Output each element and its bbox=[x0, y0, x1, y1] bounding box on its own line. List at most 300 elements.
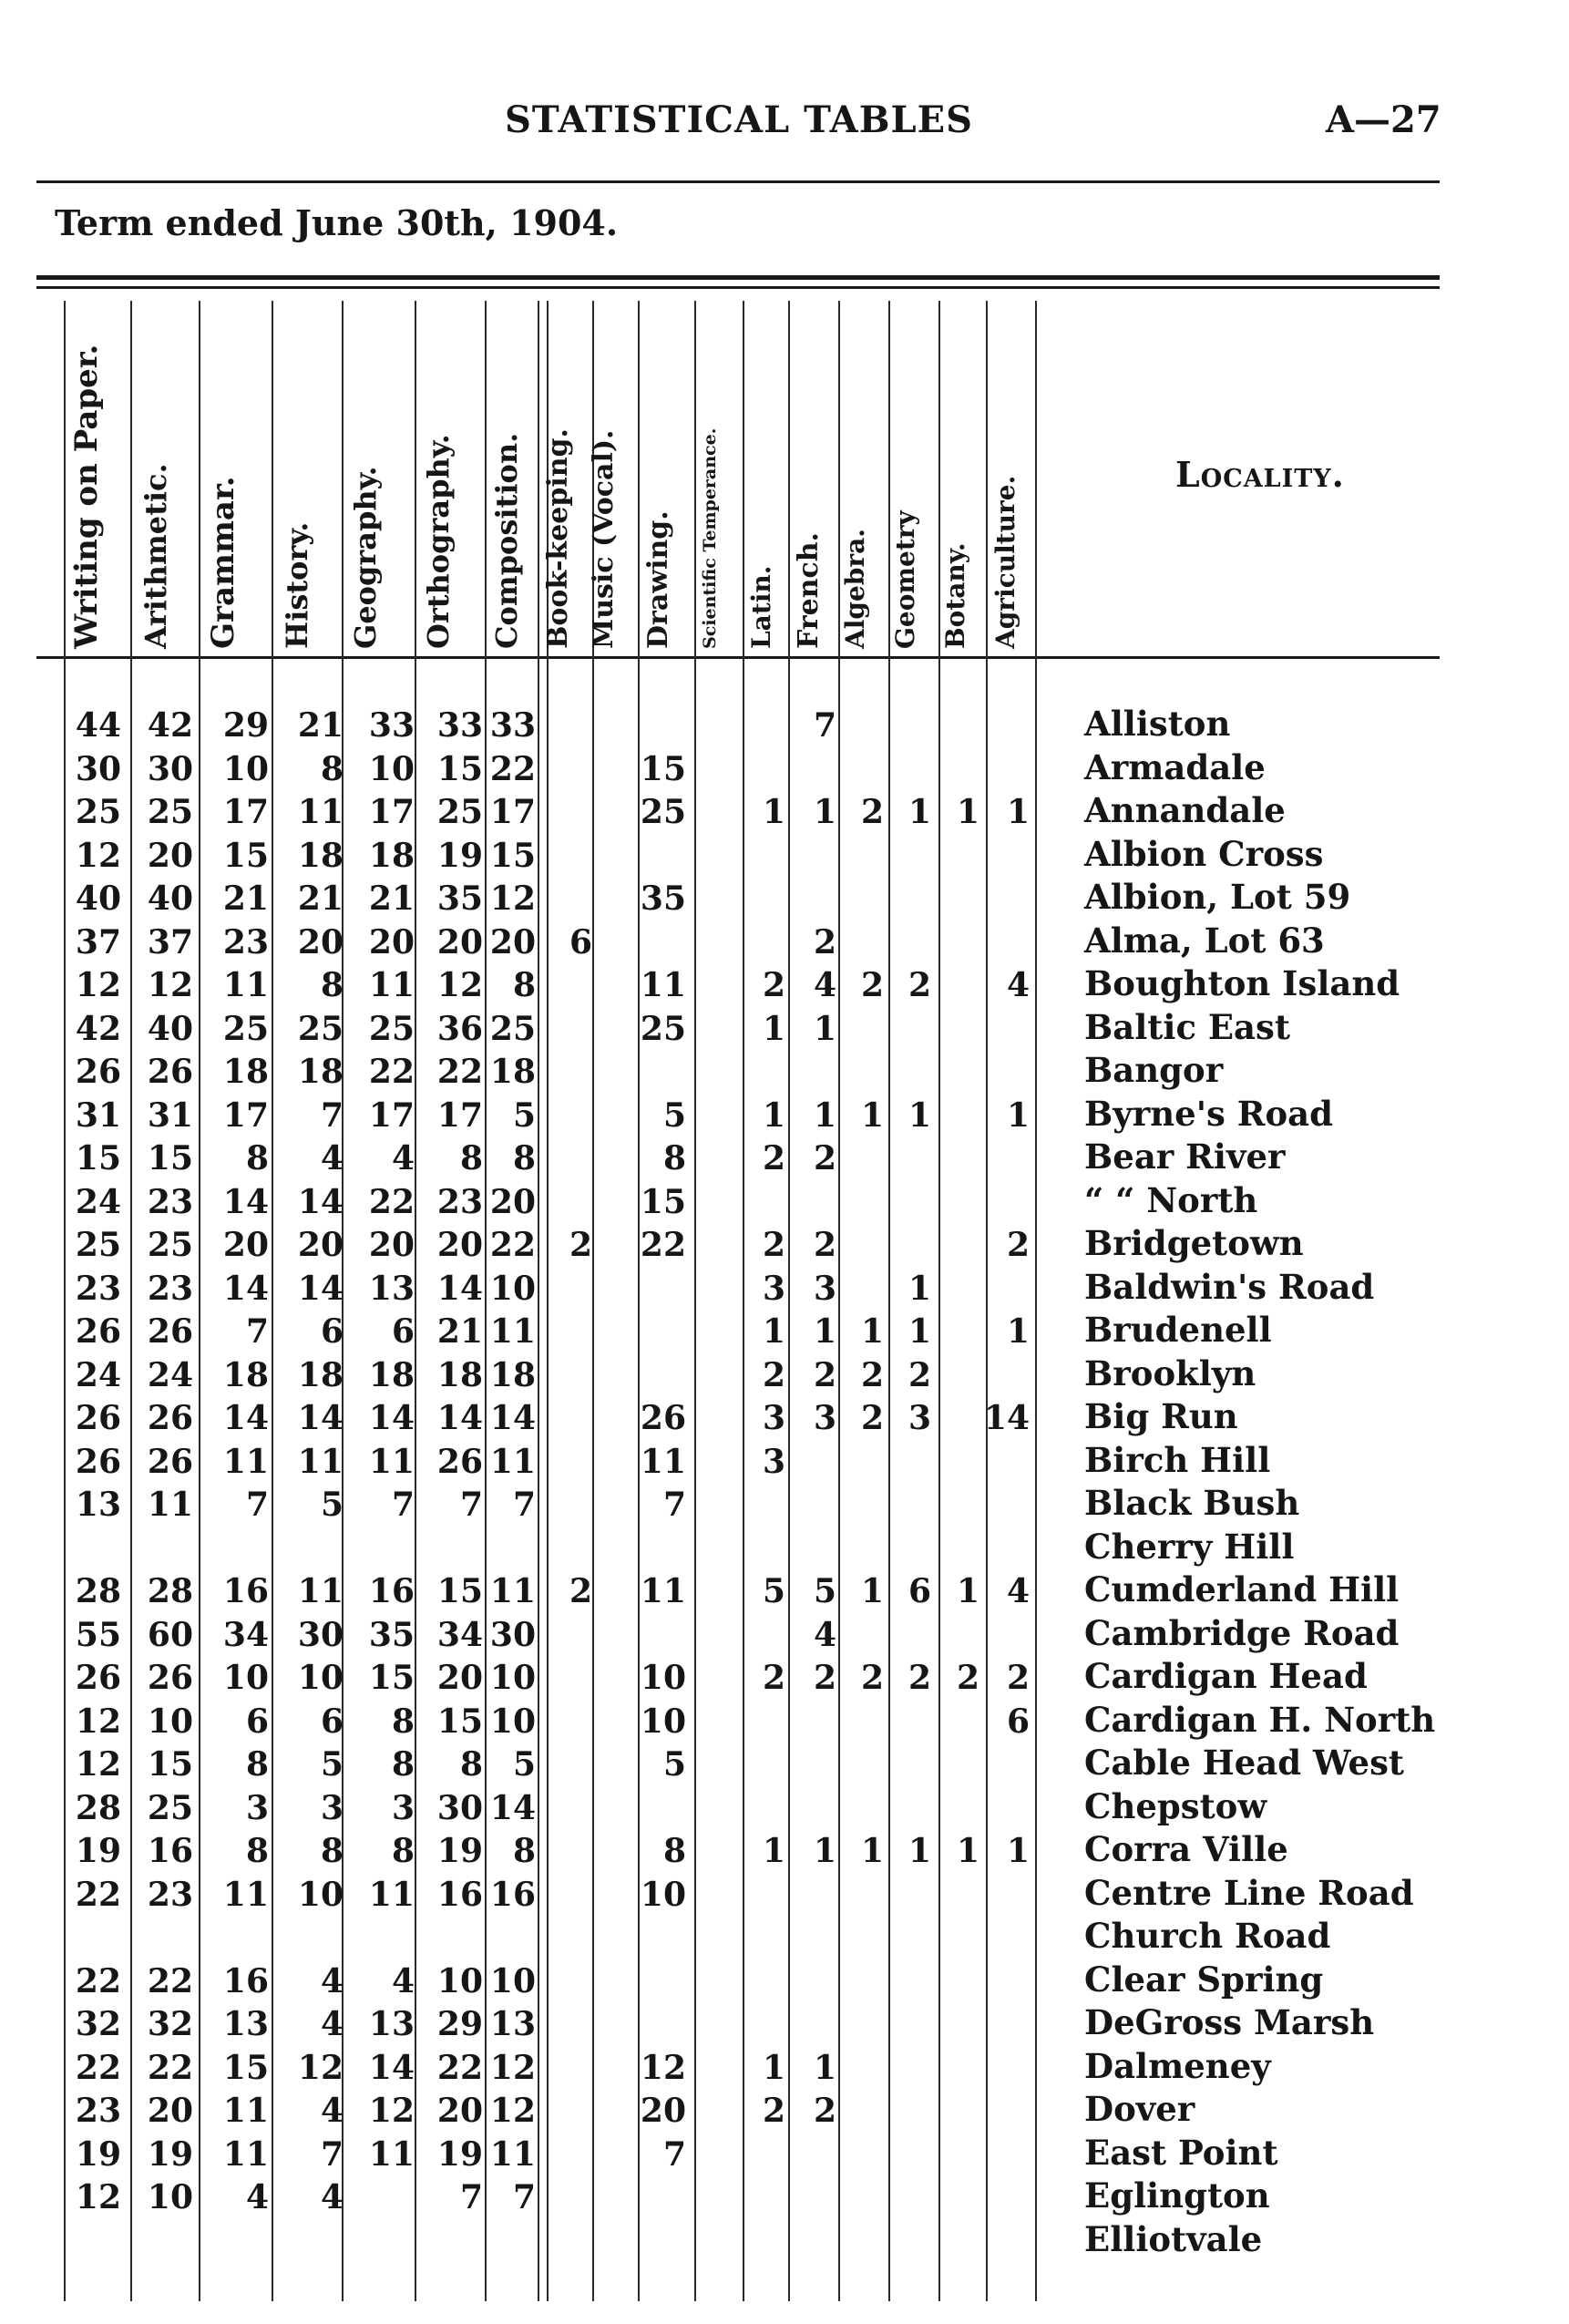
table-cell: 20 bbox=[222, 1226, 269, 1264]
table-cell: 20 bbox=[640, 2092, 686, 2130]
table-cell: 6 bbox=[1006, 1702, 1030, 1741]
table-cell: 10 bbox=[489, 1961, 536, 2000]
locality-name: Alliston bbox=[1084, 704, 1231, 744]
table-cell: 1 bbox=[813, 2048, 836, 2087]
table-cell: 4 bbox=[391, 1961, 415, 2000]
table-cell: 26 bbox=[147, 1399, 193, 1437]
table-cell: 8 bbox=[391, 1832, 415, 1870]
column-divider bbox=[415, 301, 416, 2301]
table-cell: 10 bbox=[489, 1702, 536, 1741]
table-cell: 11 bbox=[368, 1442, 415, 1481]
locality-name: Cardigan H. North bbox=[1084, 1699, 1436, 1740]
locality-name: Byrne's Road bbox=[1084, 1093, 1334, 1134]
table-cell: 2 bbox=[860, 793, 884, 831]
table-cell: 18 bbox=[297, 836, 344, 875]
table-cell: 2 bbox=[569, 1226, 592, 1264]
table-cell: 14 bbox=[297, 1182, 344, 1221]
column-divider bbox=[538, 301, 539, 2301]
table-cell: 20 bbox=[147, 836, 193, 875]
locality-name: Bangor bbox=[1084, 1050, 1224, 1090]
table-cell: 1 bbox=[908, 1832, 931, 1870]
table-cell: 18 bbox=[436, 1355, 483, 1394]
table-cell: 20 bbox=[436, 1226, 483, 1264]
table-cell: 1 bbox=[860, 1832, 884, 1870]
table-cell: 14 bbox=[297, 1399, 344, 1437]
table-cell: 22 bbox=[75, 2048, 121, 2087]
table-cell: 8 bbox=[320, 966, 344, 1004]
table-cell: 18 bbox=[297, 1355, 344, 1394]
column-header: French. bbox=[793, 532, 825, 649]
table-cell: 20 bbox=[489, 1182, 536, 1221]
table-cell: 26 bbox=[75, 1442, 121, 1481]
table-cell: 2 bbox=[813, 1355, 836, 1394]
locality-name: Church Road bbox=[1084, 1916, 1331, 1956]
table-cell: 20 bbox=[368, 1226, 415, 1264]
table-cell: 11 bbox=[297, 1572, 344, 1610]
table-cell: 13 bbox=[368, 2005, 415, 2043]
table-cell: 34 bbox=[222, 1615, 269, 1654]
column-header: Algebra. bbox=[840, 529, 870, 649]
table-cell: 20 bbox=[436, 2092, 483, 2130]
table-cell: 3 bbox=[813, 1269, 836, 1308]
table-cell: 18 bbox=[222, 1053, 269, 1091]
table-cell: 11 bbox=[640, 966, 686, 1004]
locality-name: Baldwin's Road bbox=[1084, 1266, 1375, 1307]
table-cell: 25 bbox=[436, 793, 483, 831]
table-cell: 2 bbox=[813, 1139, 836, 1177]
table-cell: 22 bbox=[368, 1053, 415, 1091]
table-cell: 3 bbox=[762, 1269, 785, 1308]
table-cell: 2 bbox=[813, 1226, 836, 1264]
table-cell: 37 bbox=[75, 922, 121, 961]
table-cell: 12 bbox=[436, 966, 483, 1004]
table-cell: 4 bbox=[320, 1961, 344, 2000]
table-cell: 4 bbox=[1006, 1572, 1030, 1610]
table-cell: 4 bbox=[320, 2005, 344, 2043]
table-cell: 15 bbox=[222, 836, 269, 875]
locality-name: Clear Spring bbox=[1084, 1959, 1324, 2000]
table-cell: 14 bbox=[489, 1788, 536, 1827]
table-cell: 2 bbox=[762, 966, 785, 1004]
table-cell: 2 bbox=[908, 1659, 931, 1697]
table-cell: 3 bbox=[245, 1788, 269, 1827]
table-cell: 12 bbox=[297, 2048, 344, 2087]
table-cell: 22 bbox=[147, 1961, 193, 2000]
locality-name: Brudenell bbox=[1084, 1310, 1272, 1350]
double-rule-upper bbox=[36, 275, 1440, 280]
table-cell: 22 bbox=[436, 1053, 483, 1091]
table-cell: 8 bbox=[245, 1832, 269, 1870]
table-cell: 8 bbox=[245, 1139, 269, 1177]
table-cell: 7 bbox=[320, 1095, 344, 1135]
table-cell: 11 bbox=[222, 966, 269, 1004]
table-cell: 21 bbox=[222, 879, 269, 918]
column-divider bbox=[986, 301, 988, 2301]
table-cell: 25 bbox=[222, 1009, 269, 1048]
table-cell: 5 bbox=[762, 1572, 785, 1610]
page-title: STATISTICAL TABLES bbox=[505, 98, 973, 141]
table-cell: 23 bbox=[147, 1182, 193, 1221]
table-cell: 5 bbox=[662, 1745, 686, 1784]
table-cell: 25 bbox=[147, 1788, 193, 1827]
table-cell: 3 bbox=[320, 1788, 344, 1827]
table-cell: 2 bbox=[762, 1659, 785, 1697]
table-cell: 35 bbox=[640, 879, 686, 918]
table-cell: 23 bbox=[147, 1269, 193, 1308]
table-cell: 23 bbox=[75, 2092, 121, 2130]
table-cell: 31 bbox=[75, 1095, 121, 1135]
table-cell: 23 bbox=[75, 1269, 121, 1308]
column-header: Orthography. bbox=[421, 434, 456, 649]
table-cell: 12 bbox=[75, 2178, 121, 2216]
table-cell: 13 bbox=[489, 2005, 536, 2043]
locality-name: Cherry Hill bbox=[1084, 1526, 1295, 1567]
table-cell: 19 bbox=[147, 2134, 193, 2174]
table-cell: 12 bbox=[489, 2092, 536, 2130]
table-cell: 13 bbox=[368, 1269, 415, 1308]
table-cell: 17 bbox=[222, 793, 269, 831]
table-cell: 12 bbox=[75, 836, 121, 875]
table-cell: 32 bbox=[147, 2005, 193, 2043]
locality-name: Elliotvale bbox=[1084, 2218, 1263, 2259]
table-cell: 16 bbox=[222, 1961, 269, 2000]
table-cell: 1 bbox=[860, 1312, 884, 1351]
table-cell: 1 bbox=[860, 1572, 884, 1610]
table-cell: 6 bbox=[245, 1702, 269, 1741]
column-header: Botany. bbox=[940, 542, 970, 649]
table-cell: 10 bbox=[222, 749, 269, 788]
table-cell: 35 bbox=[436, 879, 483, 918]
table-cell: 26 bbox=[436, 1442, 483, 1481]
table-cell: 28 bbox=[75, 1572, 121, 1610]
table-cell: 16 bbox=[436, 1875, 483, 1914]
table-cell: 13 bbox=[75, 1486, 121, 1524]
table-cell: 29 bbox=[436, 2005, 483, 2043]
table-cell: 1 bbox=[762, 2048, 785, 2087]
table-cell: 11 bbox=[640, 1572, 686, 1610]
locality-name: Albion, Lot 59 bbox=[1084, 877, 1351, 917]
column-divider bbox=[199, 301, 200, 2301]
table-cell: 5 bbox=[512, 1095, 536, 1135]
table-cell: 3 bbox=[391, 1788, 415, 1827]
table-cell: 15 bbox=[75, 1139, 121, 1177]
table-cell: 20 bbox=[297, 1226, 344, 1264]
locality-name: Armadale bbox=[1084, 746, 1266, 787]
table-cell: 15 bbox=[147, 1139, 193, 1177]
table-cell: 4 bbox=[320, 2178, 344, 2216]
locality-name: Alma, Lot 63 bbox=[1084, 920, 1325, 961]
table-cell: 8 bbox=[391, 1702, 415, 1741]
table-cell: 17 bbox=[436, 1095, 483, 1135]
table-cell: 26 bbox=[147, 1442, 193, 1481]
table-cell: 1 bbox=[1006, 793, 1030, 831]
table-cell: 25 bbox=[368, 1009, 415, 1048]
column-header: Composition. bbox=[489, 432, 524, 649]
table-cell: 44 bbox=[75, 706, 121, 745]
table-cell: 11 bbox=[489, 2134, 536, 2174]
table-cell: 2 bbox=[762, 2092, 785, 2130]
table-cell: 29 bbox=[222, 706, 269, 745]
table-cell: 26 bbox=[147, 1312, 193, 1351]
table-cell: 25 bbox=[489, 1009, 536, 1048]
table-cell: 1 bbox=[813, 793, 836, 831]
table-cell: 21 bbox=[297, 879, 344, 918]
term-subtitle: Term ended June 30th, 1904. bbox=[55, 202, 619, 243]
table-cell: 37 bbox=[147, 922, 193, 961]
locality-name: Dover bbox=[1084, 2089, 1195, 2129]
table-cell: 8 bbox=[512, 966, 536, 1004]
table-cell: 2 bbox=[860, 1659, 884, 1697]
table-cell: 28 bbox=[147, 1572, 193, 1610]
table-cell: 1 bbox=[813, 1312, 836, 1351]
table-cell: 10 bbox=[368, 749, 415, 788]
table-cell: 2 bbox=[1006, 1226, 1030, 1264]
table-cell: 16 bbox=[368, 1572, 415, 1610]
table-cell: 42 bbox=[147, 706, 193, 745]
table-cell: 31 bbox=[147, 1095, 193, 1135]
locality-name: DeGross Marsh bbox=[1084, 2002, 1375, 2042]
table-cell: 19 bbox=[436, 1832, 483, 1870]
table-cell: 36 bbox=[436, 1009, 483, 1048]
table-cell: 35 bbox=[368, 1615, 415, 1654]
table-cell: 1 bbox=[956, 1832, 979, 1870]
column-divider bbox=[638, 301, 640, 2301]
table-cell: 11 bbox=[489, 1572, 536, 1610]
table-cell: 25 bbox=[147, 1226, 193, 1264]
table-cell: 1 bbox=[762, 793, 785, 831]
table-cell: 7 bbox=[512, 1486, 536, 1524]
table-cell: 15 bbox=[368, 1659, 415, 1697]
table-cell: 8 bbox=[512, 1139, 536, 1177]
table-cell: 11 bbox=[640, 1442, 686, 1481]
table-cell: 4 bbox=[813, 966, 836, 1004]
table-cell: 10 bbox=[297, 1659, 344, 1697]
locality-name: Centre Line Road bbox=[1084, 1872, 1414, 1913]
table-cell: 14 bbox=[368, 1399, 415, 1437]
table-cell: 10 bbox=[640, 1702, 686, 1741]
table-cell: 18 bbox=[489, 1355, 536, 1394]
table-cell: 12 bbox=[489, 2048, 536, 2087]
table-cell: 12 bbox=[368, 2092, 415, 2130]
column-divider bbox=[1035, 301, 1037, 2301]
table-cell: 42 bbox=[75, 1009, 121, 1048]
table-cell: 8 bbox=[459, 1745, 483, 1784]
table-cell: 14 bbox=[222, 1399, 269, 1437]
table-cell: 24 bbox=[75, 1182, 121, 1221]
table-cell: 12 bbox=[75, 1745, 121, 1784]
table-cell: 11 bbox=[297, 1442, 344, 1481]
column-header: Arithmetic. bbox=[138, 463, 173, 649]
table-cell: 16 bbox=[489, 1875, 536, 1914]
table-cell: 5 bbox=[512, 1745, 536, 1784]
table-cell: 15 bbox=[222, 2048, 269, 2087]
locality-name: “ “ North bbox=[1084, 1179, 1258, 1220]
table-cell: 30 bbox=[147, 749, 193, 788]
table-cell: 6 bbox=[320, 1702, 344, 1741]
table-cell: 25 bbox=[75, 793, 121, 831]
column-header: Scientific Temperance. bbox=[700, 427, 720, 649]
locality-name: Corra Ville bbox=[1084, 1829, 1288, 1869]
table-cell: 3 bbox=[908, 1399, 931, 1437]
column-divider bbox=[694, 301, 696, 2301]
table-cell: 19 bbox=[436, 2134, 483, 2174]
table-cell: 33 bbox=[489, 706, 536, 745]
table-cell: 11 bbox=[222, 1875, 269, 1914]
table-cell: 26 bbox=[640, 1399, 686, 1437]
column-divider bbox=[272, 301, 273, 2301]
table-cell: 12 bbox=[75, 1702, 121, 1741]
table-cell: 2 bbox=[1006, 1659, 1030, 1697]
table-cell: 7 bbox=[245, 1486, 269, 1524]
table-cell: 26 bbox=[75, 1312, 121, 1351]
table-cell: 15 bbox=[436, 749, 483, 788]
double-rule-lower bbox=[36, 286, 1440, 289]
table-cell: 34 bbox=[436, 1615, 483, 1654]
table-cell: 22 bbox=[75, 1961, 121, 2000]
table-cell: 24 bbox=[147, 1355, 193, 1394]
table-cell: 18 bbox=[489, 1053, 536, 1091]
table-cell: 10 bbox=[222, 1659, 269, 1697]
locality-name: East Point bbox=[1084, 2132, 1278, 2173]
table-cell: 7 bbox=[245, 1312, 269, 1351]
table-cell: 1 bbox=[813, 1832, 836, 1870]
table-cell: 1 bbox=[908, 1269, 931, 1308]
table-cell: 7 bbox=[813, 706, 836, 745]
table-cell: 15 bbox=[436, 1572, 483, 1610]
table-cell: 1 bbox=[908, 793, 931, 831]
table-cell: 11 bbox=[222, 2092, 269, 2130]
table-cell: 17 bbox=[222, 1095, 269, 1135]
table-cell: 2 bbox=[813, 922, 836, 961]
table-cell: 18 bbox=[368, 836, 415, 875]
table-cell: 5 bbox=[320, 1486, 344, 1524]
table-cell: 10 bbox=[297, 1875, 344, 1914]
table-cell: 13 bbox=[222, 2005, 269, 2043]
table-cell: 25 bbox=[640, 1009, 686, 1048]
table-cell: 30 bbox=[489, 1615, 536, 1654]
locality-name: Cardigan Head bbox=[1084, 1656, 1368, 1696]
table-cell: 14 bbox=[436, 1269, 483, 1308]
table-cell: 14 bbox=[297, 1269, 344, 1308]
table-cell: 26 bbox=[147, 1659, 193, 1697]
table-cell: 23 bbox=[436, 1182, 483, 1221]
table-cell: 4 bbox=[813, 1615, 836, 1654]
table-cell: 26 bbox=[75, 1399, 121, 1437]
column-header: Agriculture. bbox=[990, 475, 1020, 649]
table-cell: 10 bbox=[489, 1659, 536, 1697]
table-cell: 14 bbox=[368, 2048, 415, 2087]
table-cell: 30 bbox=[297, 1615, 344, 1654]
table-cell: 6 bbox=[908, 1572, 931, 1610]
table-cell: 1 bbox=[813, 1095, 836, 1135]
table-cell: 1 bbox=[860, 1095, 884, 1135]
table-cell: 25 bbox=[640, 793, 686, 831]
table-cell: 1 bbox=[908, 1312, 931, 1351]
table-cell: 23 bbox=[147, 1875, 193, 1914]
table-cell: 22 bbox=[489, 1226, 536, 1264]
table-cell: 11 bbox=[222, 2134, 269, 2174]
table-cell: 1 bbox=[956, 1572, 979, 1610]
column-header: Latin. bbox=[746, 565, 776, 649]
table-cell: 2 bbox=[860, 1399, 884, 1437]
locality-name: Bear River bbox=[1084, 1136, 1286, 1177]
table-cell: 7 bbox=[662, 2134, 686, 2174]
locality-name: Dalmeney bbox=[1084, 2045, 1271, 2086]
table-cell: 15 bbox=[436, 1702, 483, 1741]
table-cell: 3 bbox=[813, 1399, 836, 1437]
table-cell: 14 bbox=[489, 1399, 536, 1437]
table-cell: 6 bbox=[391, 1312, 415, 1351]
table-cell: 20 bbox=[147, 2092, 193, 2130]
table-cell: 5 bbox=[813, 1572, 836, 1610]
table-cell: 20 bbox=[368, 922, 415, 961]
table-cell: 22 bbox=[75, 1875, 121, 1914]
table-cell: 30 bbox=[75, 749, 121, 788]
table-cell: 18 bbox=[222, 1355, 269, 1394]
table-cell: 2 bbox=[813, 2092, 836, 2130]
table-cell: 4 bbox=[391, 1139, 415, 1177]
table-cell: 40 bbox=[75, 879, 121, 918]
column-header: Geography. bbox=[348, 466, 383, 649]
table-cell: 33 bbox=[436, 706, 483, 745]
table-cell: 8 bbox=[512, 1832, 536, 1870]
table-cell: 2 bbox=[908, 1355, 931, 1394]
column-header: Drawing. bbox=[642, 510, 674, 649]
table-cell: 40 bbox=[147, 879, 193, 918]
top-rule bbox=[36, 180, 1440, 183]
table-cell: 25 bbox=[147, 793, 193, 831]
table-cell: 11 bbox=[147, 1486, 193, 1524]
table-cell: 15 bbox=[640, 749, 686, 788]
table-cell: 4 bbox=[320, 2092, 344, 2130]
locality-name: Bridgetown bbox=[1084, 1223, 1304, 1263]
table-cell: 8 bbox=[320, 749, 344, 788]
table-cell: 18 bbox=[368, 1355, 415, 1394]
table-cell: 21 bbox=[368, 879, 415, 918]
table-cell: 33 bbox=[368, 706, 415, 745]
table-cell: 1 bbox=[908, 1095, 931, 1135]
table-cell: 16 bbox=[147, 1832, 193, 1870]
table-cell: 7 bbox=[662, 1486, 686, 1524]
table-cell: 5 bbox=[320, 1745, 344, 1784]
table-cell: 18 bbox=[297, 1053, 344, 1091]
table-cell: 15 bbox=[489, 836, 536, 875]
table-cell: 1 bbox=[1006, 1095, 1030, 1135]
table-cell: 20 bbox=[297, 922, 344, 961]
table-cell: 3 bbox=[762, 1442, 785, 1481]
table-cell: 12 bbox=[640, 2048, 686, 2087]
locality-name: Cable Head West bbox=[1084, 1743, 1404, 1783]
locality-name: Black Bush bbox=[1084, 1483, 1300, 1523]
table-cell: 10 bbox=[147, 2178, 193, 2216]
table-cell: 8 bbox=[662, 1139, 686, 1177]
table-cell: 15 bbox=[640, 1182, 686, 1221]
page-number: A—27 bbox=[1326, 98, 1441, 141]
table-cell: 2 bbox=[569, 1572, 592, 1610]
table-cell: 12 bbox=[147, 966, 193, 1004]
table-cell: 1 bbox=[762, 1095, 785, 1135]
table-cell: 12 bbox=[489, 879, 536, 918]
table-cell: 8 bbox=[391, 1745, 415, 1784]
table-cell: 2 bbox=[860, 966, 884, 1004]
table-cell: 26 bbox=[75, 1659, 121, 1697]
table-cell: 19 bbox=[75, 1832, 121, 1870]
table-cell: 1 bbox=[956, 793, 979, 831]
table-cell: 2 bbox=[762, 1355, 785, 1394]
column-header: Music (Vocal). bbox=[588, 429, 620, 649]
table-cell: 5 bbox=[662, 1095, 686, 1135]
table-cell: 19 bbox=[436, 836, 483, 875]
